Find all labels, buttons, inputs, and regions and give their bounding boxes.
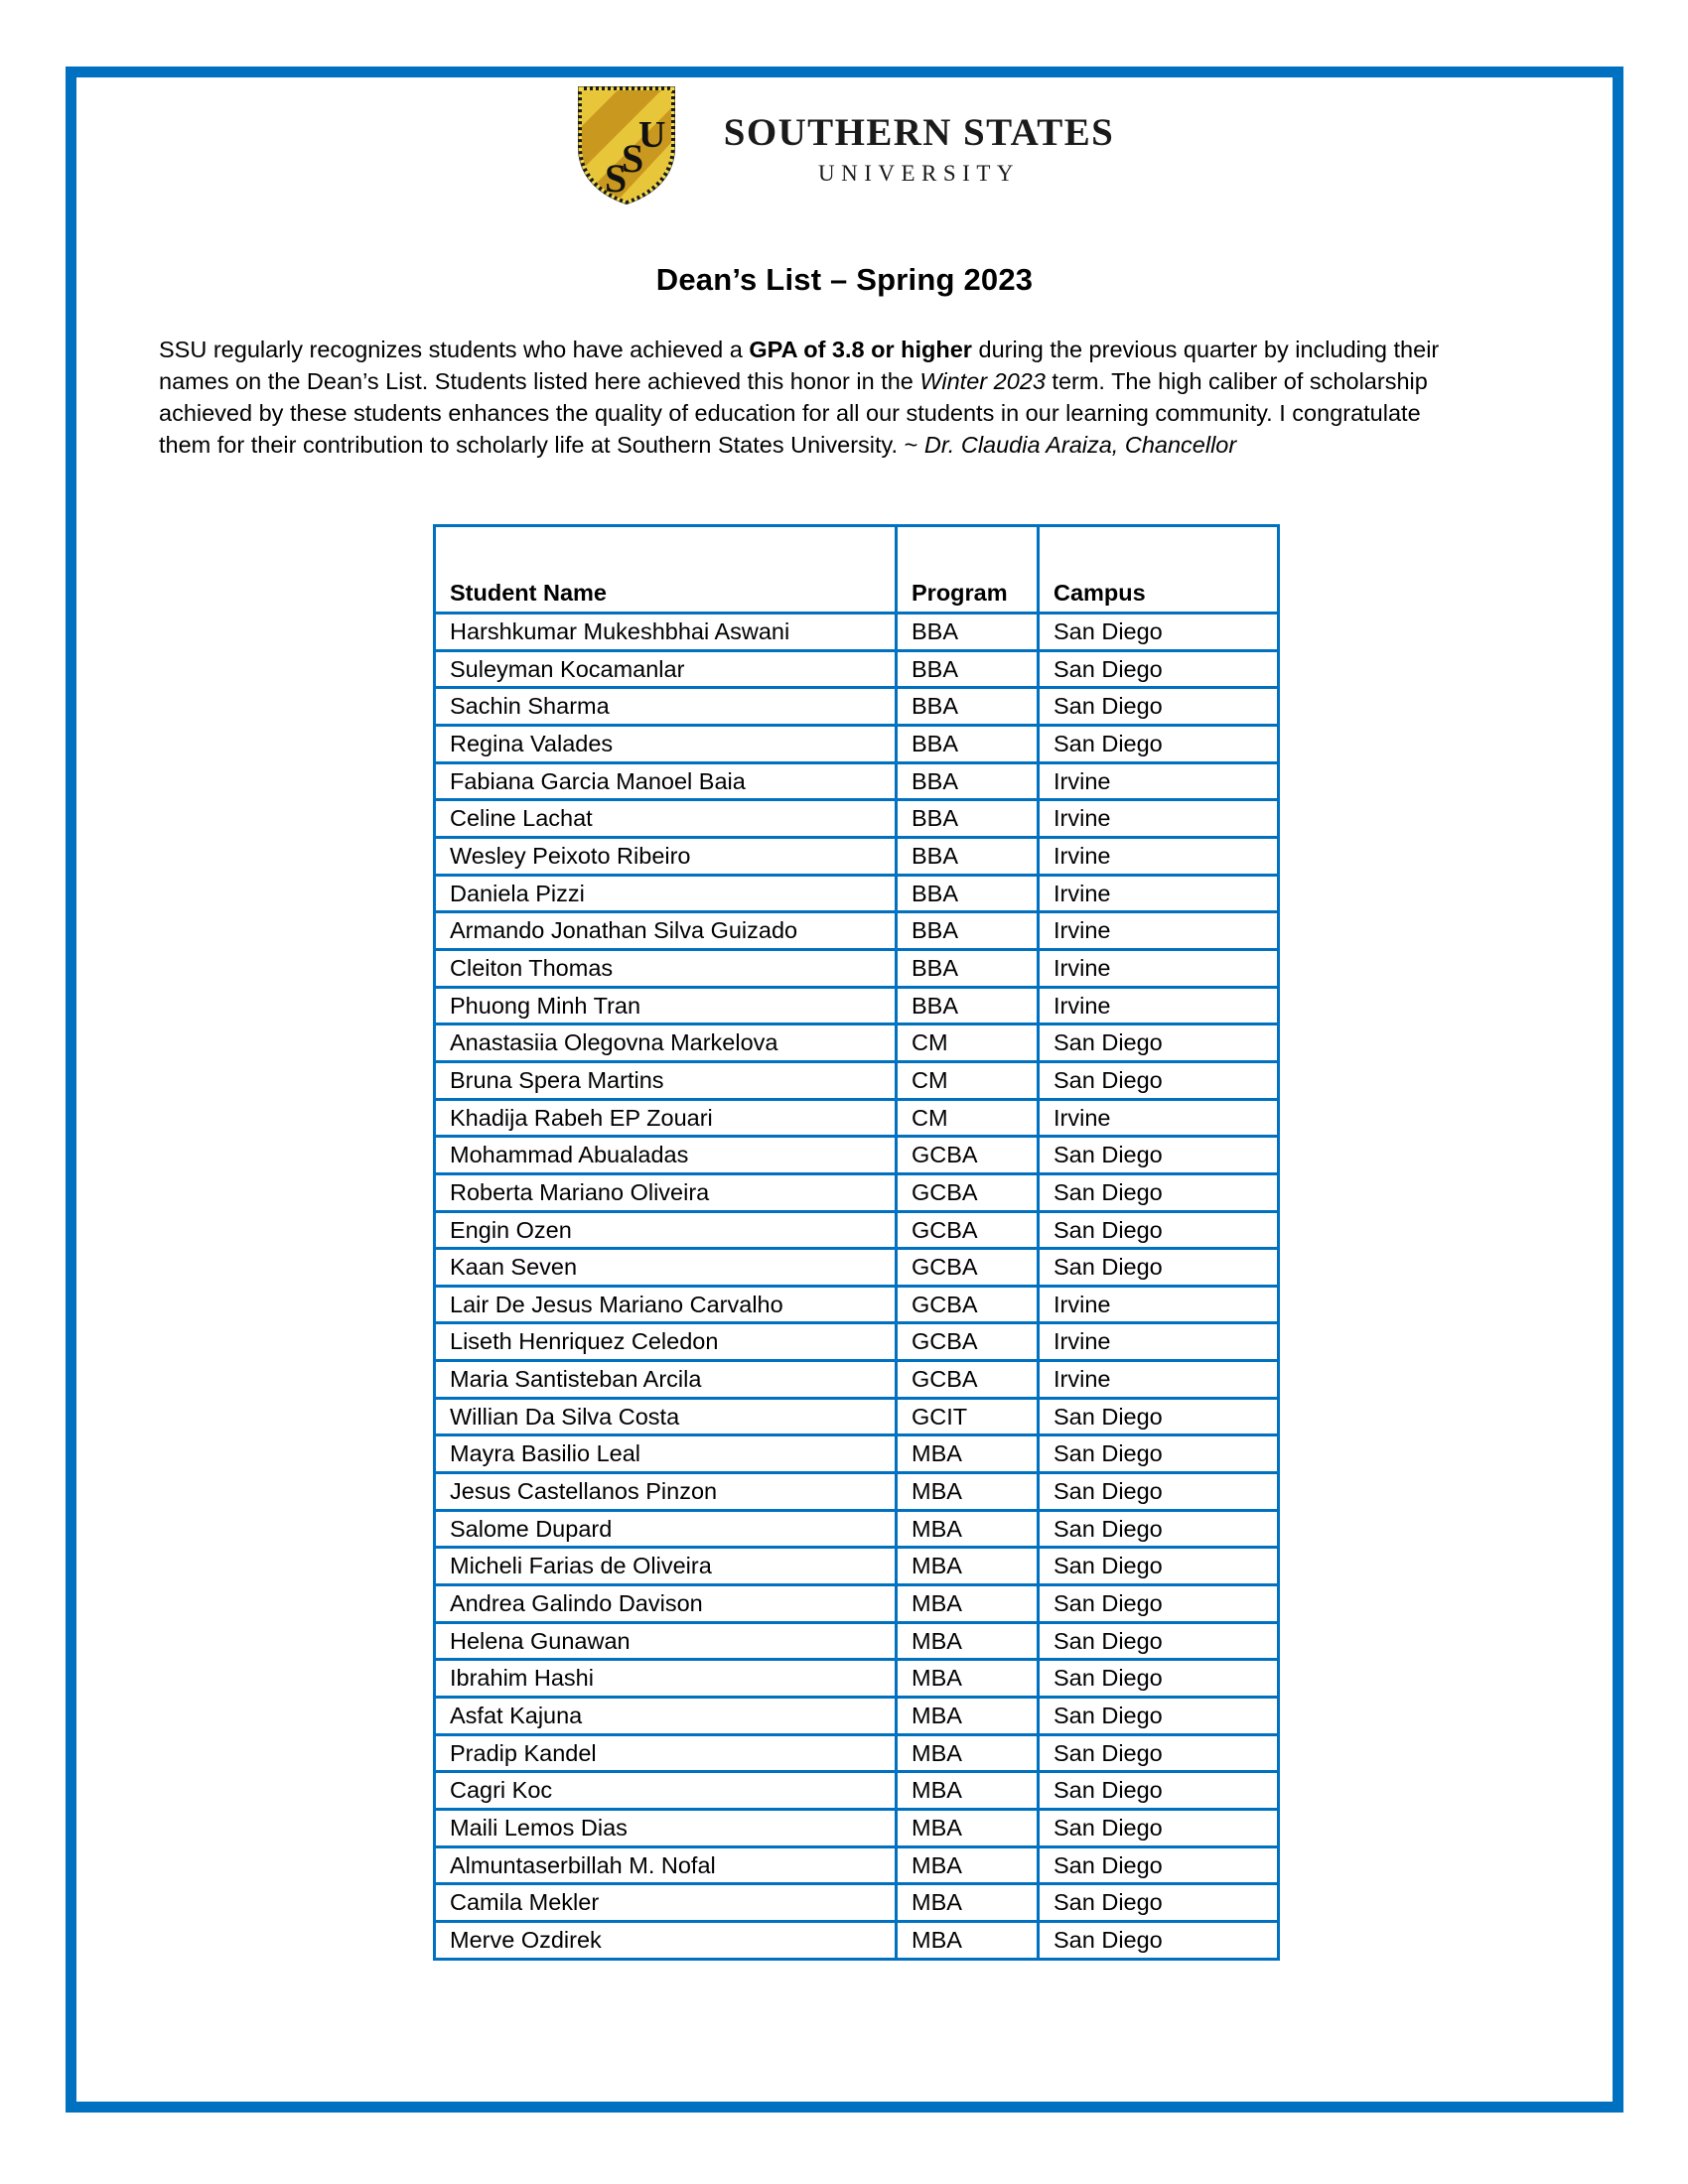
cell-program: GCBA [897, 1137, 1039, 1174]
cell-program: BBA [897, 650, 1039, 688]
table-row [435, 1810, 1279, 1847]
intro-paragraph [159, 334, 1468, 462]
cell-campus: Irvine [1039, 1361, 1279, 1399]
cell-campus: Irvine [1039, 1323, 1279, 1361]
cell-campus: San Diego [1039, 650, 1279, 688]
cell-program: MBA [897, 1846, 1039, 1884]
cell-program: MBA [897, 1473, 1039, 1511]
cell-campus: San Diego [1039, 1698, 1279, 1735]
cell-campus: San Diego [1039, 1660, 1279, 1698]
cell-campus: San Diego [1039, 1398, 1279, 1435]
cell-program: BBA [897, 912, 1039, 950]
cell-student-name: Wesley Peixoto Ribeiro [435, 837, 897, 875]
table-row [435, 1698, 1279, 1735]
cell-campus: San Diego [1039, 1810, 1279, 1847]
cell-program: BBA [897, 762, 1039, 800]
cell-campus: San Diego [1039, 1249, 1279, 1287]
table-row [435, 1884, 1279, 1922]
cell-student-name: Micheli Farias de Oliveira [435, 1548, 897, 1585]
cell-program: MBA [897, 1698, 1039, 1735]
cell-student-name: Cleiton Thomas [435, 949, 897, 987]
cell-campus: Irvine [1039, 949, 1279, 987]
table-row [435, 1846, 1279, 1884]
cell-program: MBA [897, 1772, 1039, 1810]
cell-campus: San Diego [1039, 1548, 1279, 1585]
cell-campus: San Diego [1039, 1435, 1279, 1473]
cell-program: BBA [897, 614, 1039, 651]
table-row [435, 1398, 1279, 1435]
cell-student-name: Khadija Rabeh EP Zouari [435, 1099, 897, 1137]
cell-campus: Irvine [1039, 987, 1279, 1024]
cell-campus: San Diego [1039, 1585, 1279, 1623]
cell-program: CM [897, 1061, 1039, 1099]
cell-program: GCBA [897, 1361, 1039, 1399]
cell-program: MBA [897, 1548, 1039, 1585]
letterhead [76, 77, 1613, 206]
cell-student-name: Mayra Basilio Leal [435, 1435, 897, 1473]
cell-program: CM [897, 1024, 1039, 1062]
cell-student-name: Jesus Castellanos Pinzon [435, 1473, 897, 1511]
table-row [435, 614, 1279, 651]
column-header-student-name: Student Name [435, 526, 897, 614]
table-row [435, 1921, 1279, 1959]
table-row [435, 949, 1279, 987]
table-row [435, 1473, 1279, 1511]
table-row [435, 1622, 1279, 1660]
cell-student-name: Celine Lachat [435, 800, 897, 838]
table-row [435, 1435, 1279, 1473]
cell-campus: Irvine [1039, 875, 1279, 912]
cell-student-name: Engin Ozen [435, 1211, 897, 1249]
cell-program: MBA [897, 1510, 1039, 1548]
cell-program: GCBA [897, 1323, 1039, 1361]
page-border [66, 67, 1623, 2113]
cell-campus: San Diego [1039, 1734, 1279, 1772]
table-row [435, 1286, 1279, 1323]
cell-campus: San Diego [1039, 1211, 1279, 1249]
cell-campus: San Diego [1039, 1510, 1279, 1548]
table-row [435, 1211, 1279, 1249]
cell-campus: Irvine [1039, 800, 1279, 838]
cell-student-name: Bruna Spera Martins [435, 1061, 897, 1099]
wordmark-line-1: SOUTHERN STATES [723, 111, 1115, 155]
table-row [435, 1061, 1279, 1099]
cell-student-name: Cagri Koc [435, 1772, 897, 1810]
cell-student-name: Phuong Minh Tran [435, 987, 897, 1024]
logo-lockup [575, 83, 1114, 206]
cell-campus: San Diego [1039, 1846, 1279, 1884]
cell-student-name: Harshkumar Mukeshbhai Aswani [435, 614, 897, 651]
cell-program: BBA [897, 837, 1039, 875]
cell-student-name: Asfat Kajuna [435, 1698, 897, 1735]
cell-campus: San Diego [1039, 1772, 1279, 1810]
intro-text-part-3: term. The high caliber of scholarship achieved by these students enhances the quality of education for all our students in our learning community. I congratulate them for their contribution to scholarly life at Southern States University. ~ [159, 367, 1428, 459]
cell-program: BBA [897, 725, 1039, 762]
intro-signature: Dr. Claudia Araiza, Chancellor [923, 432, 1237, 459]
cell-student-name: Camila Mekler [435, 1884, 897, 1922]
cell-student-name: Almuntaserbillah M. Nofal [435, 1846, 897, 1884]
intro-text-part-2: during the previous quarter by including their names on the Dean’s List. Students listed here achieved this honor in the [159, 336, 1440, 394]
cell-program: MBA [897, 1585, 1039, 1623]
cell-campus: San Diego [1039, 1473, 1279, 1511]
table-row [435, 1585, 1279, 1623]
cell-program: GCIT [897, 1398, 1039, 1435]
cell-student-name: Merve Ozdirek [435, 1921, 897, 1959]
column-header-program: Program [897, 526, 1039, 614]
cell-program: MBA [897, 1810, 1039, 1847]
cell-campus: Irvine [1039, 837, 1279, 875]
cell-program: BBA [897, 800, 1039, 838]
svg-text:U: U [637, 114, 666, 156]
cell-student-name: Willian Da Silva Costa [435, 1398, 897, 1435]
cell-campus: San Diego [1039, 614, 1279, 651]
table-header-row [435, 526, 1279, 614]
cell-student-name: Regina Valades [435, 725, 897, 762]
cell-program: BBA [897, 987, 1039, 1024]
svg-text:S: S [621, 136, 644, 181]
cell-campus: San Diego [1039, 688, 1279, 726]
table-row [435, 1361, 1279, 1399]
cell-student-name: Lair De Jesus Mariano Carvalho [435, 1286, 897, 1323]
intro-term-emphasis: Winter 2023 [919, 367, 1046, 394]
cell-student-name: Maria Santisteban Arcila [435, 1361, 897, 1399]
cell-campus: San Diego [1039, 725, 1279, 762]
table-row [435, 1510, 1279, 1548]
cell-student-name: Maili Lemos Dias [435, 1810, 897, 1847]
cell-student-name: Liseth Henriquez Celedon [435, 1323, 897, 1361]
table-row [435, 1772, 1279, 1810]
table-row [435, 837, 1279, 875]
cell-student-name: Roberta Mariano Oliveira [435, 1173, 897, 1211]
cell-student-name: Armando Jonathan Silva Guizado [435, 912, 897, 950]
cell-campus: San Diego [1039, 1061, 1279, 1099]
wordmark-line-2: UNIVERSITY [818, 160, 1020, 186]
cell-campus: San Diego [1039, 1921, 1279, 1959]
cell-program: CM [897, 1099, 1039, 1137]
cell-program: MBA [897, 1660, 1039, 1698]
table-row [435, 688, 1279, 726]
wordmark [724, 103, 1114, 187]
cell-campus: San Diego [1039, 1884, 1279, 1922]
cell-program: BBA [897, 949, 1039, 987]
table-row [435, 800, 1279, 838]
table-row [435, 1099, 1279, 1137]
ssu-shield-logo-icon [575, 83, 678, 206]
cell-student-name: Helena Gunawan [435, 1622, 897, 1660]
table-row [435, 1249, 1279, 1287]
table-row [435, 1660, 1279, 1698]
table-row [435, 762, 1279, 800]
table-row [435, 1734, 1279, 1772]
cell-student-name: Ibrahim Hashi [435, 1660, 897, 1698]
table-row [435, 725, 1279, 762]
deans-list-table [433, 524, 1280, 1961]
cell-student-name: Anastasiia Olegovna Markelova [435, 1024, 897, 1062]
cell-student-name: Pradip Kandel [435, 1734, 897, 1772]
intro-text-part-1: SSU regularly recognizes students who have achieved a [159, 336, 750, 362]
table-row [435, 1173, 1279, 1211]
table-row [435, 987, 1279, 1024]
cell-program: GCBA [897, 1173, 1039, 1211]
cell-program: MBA [897, 1884, 1039, 1922]
cell-program: MBA [897, 1435, 1039, 1473]
cell-campus: Irvine [1039, 762, 1279, 800]
cell-program: BBA [897, 875, 1039, 912]
table-row [435, 912, 1279, 950]
cell-program: MBA [897, 1622, 1039, 1660]
cell-program: BBA [897, 688, 1039, 726]
cell-campus: San Diego [1039, 1173, 1279, 1211]
cell-student-name: Sachin Sharma [435, 688, 897, 726]
cell-campus: San Diego [1039, 1024, 1279, 1062]
cell-campus: Irvine [1039, 1099, 1279, 1137]
table-row [435, 875, 1279, 912]
cell-program: MBA [897, 1734, 1039, 1772]
table-body [435, 614, 1279, 1960]
cell-program: GCBA [897, 1286, 1039, 1323]
cell-campus: Irvine [1039, 1286, 1279, 1323]
table-row [435, 1024, 1279, 1062]
table-row [435, 1323, 1279, 1361]
column-header-campus: Campus [1039, 526, 1279, 614]
cell-campus: San Diego [1039, 1622, 1279, 1660]
cell-campus: San Diego [1039, 1137, 1279, 1174]
intro-gpa-highlight: GPA of 3.8 or higher [749, 336, 972, 362]
cell-student-name: Salome Dupard [435, 1510, 897, 1548]
cell-program: GCBA [897, 1249, 1039, 1287]
cell-student-name: Andrea Galindo Davison [435, 1585, 897, 1623]
cell-campus: Irvine [1039, 912, 1279, 950]
cell-program: MBA [897, 1921, 1039, 1959]
page-title: Dean’s List – Spring 2023 [655, 261, 1034, 297]
svg-text:S: S [604, 156, 628, 201]
cell-student-name: Kaan Seven [435, 1249, 897, 1287]
table-row [435, 1137, 1279, 1174]
table-row [435, 650, 1279, 688]
cell-student-name: Suleyman Kocamanlar [435, 650, 897, 688]
cell-student-name: Daniela Pizzi [435, 875, 897, 912]
cell-student-name: Fabiana Garcia Manoel Baia [435, 762, 897, 800]
cell-student-name: Mohammad Abualadas [435, 1137, 897, 1174]
table-row [435, 1548, 1279, 1585]
cell-program: GCBA [897, 1211, 1039, 1249]
